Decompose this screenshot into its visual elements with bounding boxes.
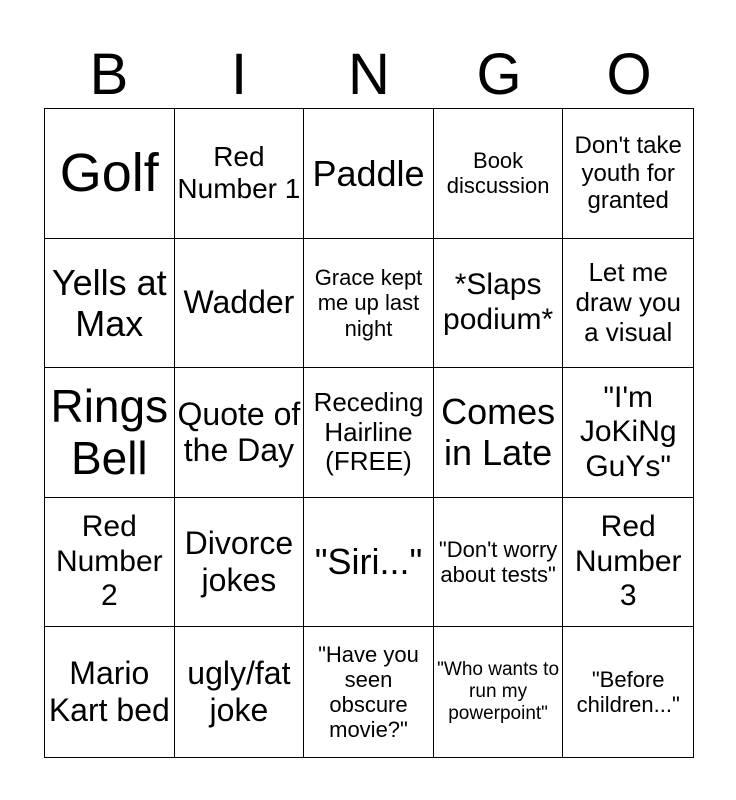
cell-text: "Have you seen obscure movie?" — [318, 641, 419, 743]
cell-text: Receding Hairline (FREE) — [313, 386, 424, 477]
cell-text: Book discussion — [446, 148, 550, 199]
cell-text: Paddle — [312, 152, 425, 194]
bingo-cell[interactable] — [563, 239, 693, 369]
cell-text: "Who wants to run my powerpoint" — [437, 659, 560, 725]
bingo-cell[interactable] — [45, 627, 175, 757]
bingo-cell[interactable] — [563, 109, 693, 239]
cell-text: "Before children..." — [576, 666, 680, 718]
bingo-cell[interactable] — [563, 368, 693, 498]
cell-text: Grace kept me up last night — [314, 264, 423, 341]
cell-text: Golf — [59, 143, 159, 204]
bingo-cell[interactable] — [45, 109, 175, 239]
bingo-header — [44, 40, 694, 110]
cell-text: Red Number 1 — [177, 141, 301, 205]
header-letter-b: B — [89, 42, 129, 107]
bingo-cell[interactable] — [434, 239, 564, 369]
cell-text: ugly/fat joke — [187, 655, 291, 729]
bingo-cell[interactable] — [563, 498, 693, 628]
bingo-cell[interactable] — [434, 109, 564, 239]
cell-text: Wadder — [183, 284, 295, 321]
header-letter-n: N — [348, 42, 390, 107]
cell-text: "Siri..." — [314, 541, 423, 583]
bingo-cell[interactable] — [45, 239, 175, 369]
cell-text: "I'm JoKiNg GuYs" — [579, 380, 677, 483]
cell-text: Mario Kart bed — [48, 655, 170, 729]
bingo-cell[interactable] — [45, 498, 175, 628]
cell-text: Don't take youth for granted — [574, 131, 682, 215]
header-letter-i: I — [230, 42, 248, 107]
bingo-cell[interactable] — [304, 627, 434, 757]
cell-text: Red Number 2 — [55, 510, 163, 613]
bingo-cell[interactable] — [434, 368, 564, 498]
cell-text: Quote of the Day — [177, 395, 301, 469]
header-letter-o: O — [606, 42, 652, 107]
cell-text: Yells at Max — [51, 261, 167, 344]
bingo-board — [44, 108, 694, 758]
cell-text: Comes in Late — [441, 391, 556, 474]
bingo-cell[interactable] — [175, 368, 305, 498]
bingo-cell[interactable] — [175, 239, 305, 369]
bingo-cell[interactable] — [45, 368, 175, 498]
cell-text: Red Number 3 — [574, 510, 682, 613]
bingo-cell[interactable] — [175, 498, 305, 628]
bingo-cell[interactable] — [304, 239, 434, 369]
cell-text: Rings Bell — [50, 379, 169, 485]
bingo-cell[interactable] — [304, 109, 434, 239]
bingo-cell[interactable] — [175, 627, 305, 757]
bingo-cell[interactable] — [434, 627, 564, 757]
bingo-cell[interactable] — [563, 627, 693, 757]
cell-text: *Slaps podium* — [443, 268, 554, 336]
bingo-cell[interactable] — [304, 498, 434, 628]
bingo-cell[interactable] — [434, 498, 564, 628]
header-letter-g: G — [476, 42, 522, 107]
cell-text: "Don't worry about tests" — [438, 536, 558, 588]
bingo-cell[interactable] — [304, 368, 434, 498]
cell-text: Divorce jokes — [184, 525, 294, 599]
cell-text: Let me draw you a visual — [575, 257, 681, 347]
bingo-cell[interactable] — [175, 109, 305, 239]
